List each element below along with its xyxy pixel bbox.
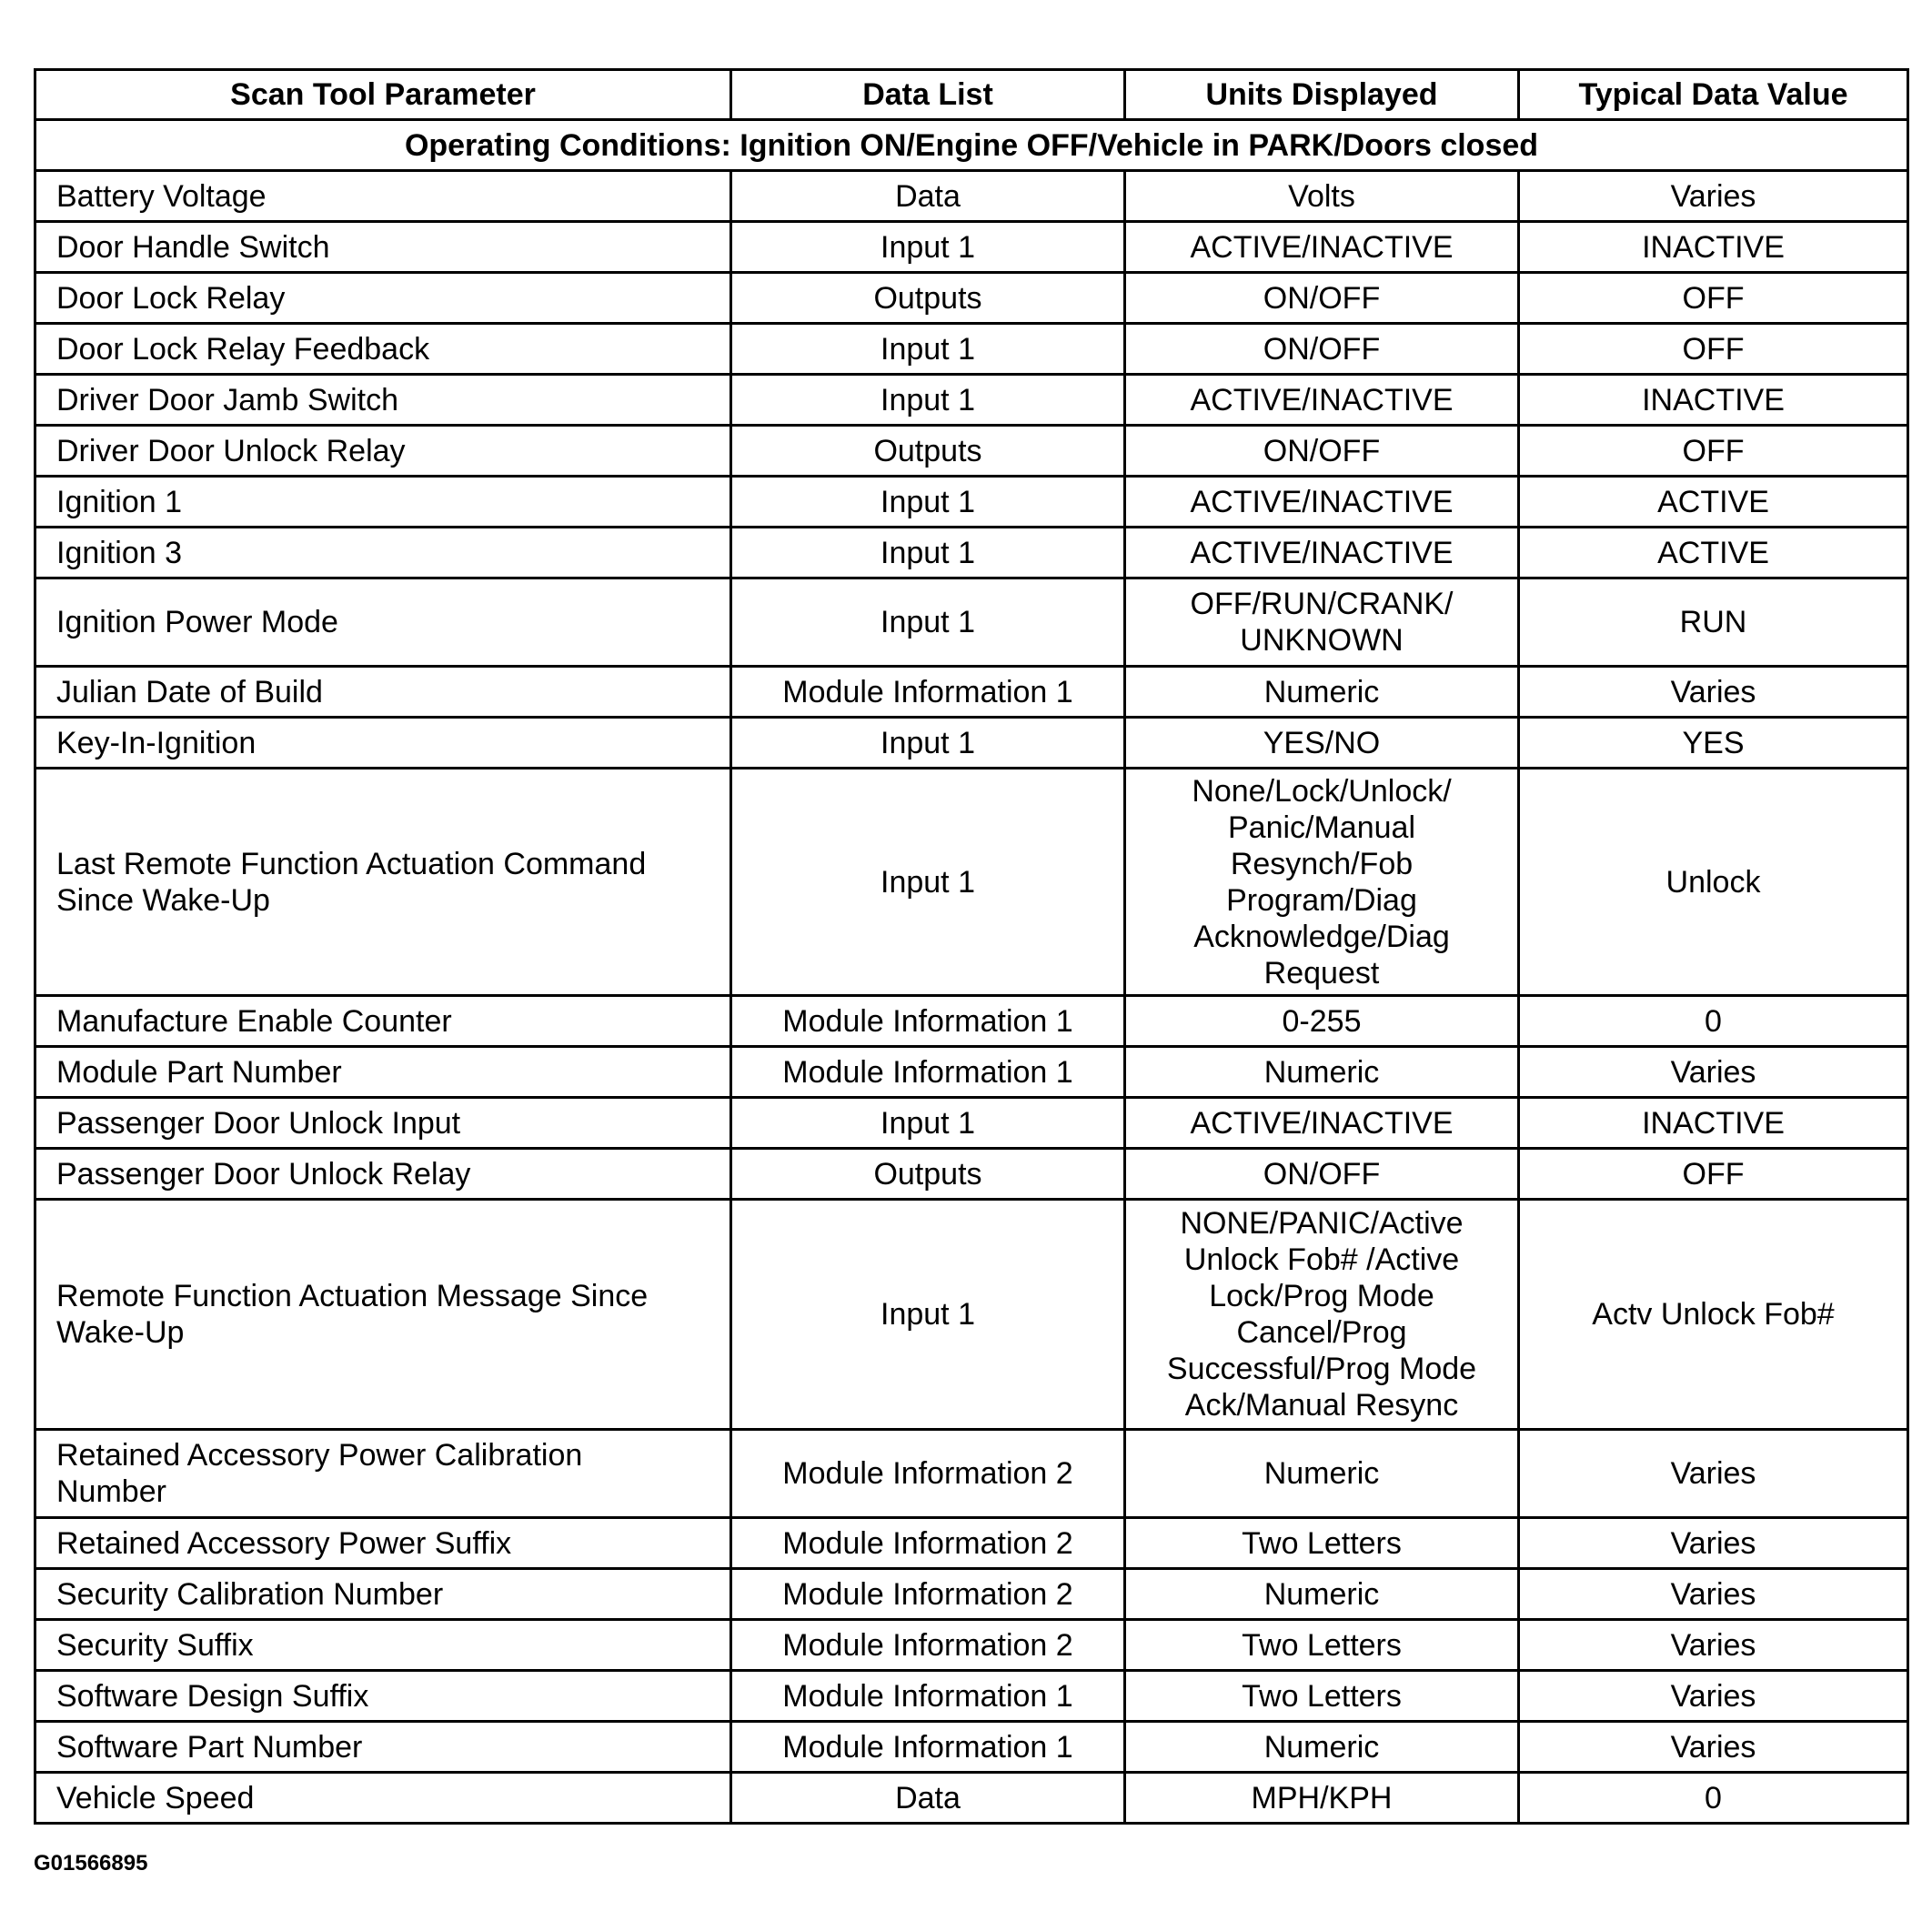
parameter-cell: Remote Function Actuation Message Since Wake-Up: [35, 1200, 731, 1430]
units-cell: Two Letters: [1125, 1518, 1519, 1569]
typical-value-cell: Varies: [1519, 1671, 1908, 1722]
typical-value-cell: ACTIVE: [1519, 477, 1908, 528]
table-row: [35, 769, 1908, 996]
typical-value-cell: OFF: [1519, 324, 1908, 375]
units-cell: ACTIVE/INACTIVE: [1125, 477, 1519, 528]
data-list-cell: Module Information 1: [731, 1671, 1125, 1722]
data-list-cell: Outputs: [731, 1149, 1125, 1200]
typical-value-cell: Actv Unlock Fob#: [1519, 1200, 1908, 1430]
units-cell: Two Letters: [1125, 1671, 1519, 1722]
parameter-cell: Driver Door Jamb Switch: [35, 375, 731, 426]
figure-id: G01566895: [34, 1851, 148, 1876]
units-cell: Two Letters: [1125, 1620, 1519, 1671]
data-list-cell: Input 1: [731, 528, 1125, 578]
table-row: [35, 528, 1908, 578]
table-row: [35, 1518, 1908, 1569]
data-list-cell: Input 1: [731, 578, 1125, 667]
data-list-cell: Input 1: [731, 324, 1125, 375]
data-list-cell: Data: [731, 171, 1125, 222]
units-cell: YES/NO: [1125, 718, 1519, 769]
table-row: [35, 1671, 1908, 1722]
typical-value-cell: INACTIVE: [1519, 375, 1908, 426]
table-row: [35, 718, 1908, 769]
table-row: [35, 171, 1908, 222]
parameter-cell: Security Calibration Number: [35, 1569, 731, 1620]
typical-value-cell: Varies: [1519, 1569, 1908, 1620]
parameter-cell: Vehicle Speed: [35, 1773, 731, 1824]
typical-value-cell: OFF: [1519, 426, 1908, 477]
typical-value-cell: Unlock: [1519, 769, 1908, 996]
table-row: [35, 1098, 1908, 1149]
units-cell: Numeric: [1125, 1722, 1519, 1773]
table-row: [35, 1430, 1908, 1518]
typical-value-cell: 0: [1519, 1773, 1908, 1824]
data-list-cell: Outputs: [731, 426, 1125, 477]
units-cell: Numeric: [1125, 1569, 1519, 1620]
data-list-cell: Input 1: [731, 1200, 1125, 1430]
parameter-cell: Driver Door Unlock Relay: [35, 426, 731, 477]
typical-value-cell: 0: [1519, 996, 1908, 1047]
parameter-cell: Ignition 1: [35, 477, 731, 528]
column-header-units: Units Displayed: [1125, 70, 1519, 120]
table-row: [35, 273, 1908, 324]
typical-value-cell: Varies: [1519, 667, 1908, 718]
table-row: [35, 578, 1908, 667]
data-list-cell: Module Information 2: [731, 1518, 1125, 1569]
units-cell: ACTIVE/INACTIVE: [1125, 222, 1519, 273]
typical-value-cell: Varies: [1519, 1047, 1908, 1098]
column-header-parameter: Scan Tool Parameter: [35, 70, 731, 120]
data-list-cell: Module Information 2: [731, 1430, 1125, 1518]
parameter-cell: Julian Date of Build: [35, 667, 731, 718]
parameter-cell: Door Handle Switch: [35, 222, 731, 273]
units-cell: ON/OFF: [1125, 324, 1519, 375]
units-cell: NONE/PANIC/Active Unlock Fob# /Active Lock/Prog Mode Cancel/Prog Successful/Prog Mode Ack/Manual Resync: [1125, 1200, 1519, 1430]
units-cell: ON/OFF: [1125, 1149, 1519, 1200]
typical-value-cell: Varies: [1519, 1430, 1908, 1518]
table-row: [35, 1722, 1908, 1773]
units-cell: Volts: [1125, 171, 1519, 222]
table-row: [35, 1149, 1908, 1200]
units-cell: ACTIVE/INACTIVE: [1125, 1098, 1519, 1149]
data-list-cell: Input 1: [731, 718, 1125, 769]
parameter-cell: Software Design Suffix: [35, 1671, 731, 1722]
data-list-cell: Input 1: [731, 769, 1125, 996]
typical-value-cell: Varies: [1519, 1722, 1908, 1773]
parameter-cell: Retained Accessory Power Calibration Number: [35, 1430, 731, 1518]
units-cell: MPH/KPH: [1125, 1773, 1519, 1824]
operating-conditions-row: [35, 120, 1908, 171]
parameter-cell: Software Part Number: [35, 1722, 731, 1773]
table-row: [35, 1773, 1908, 1824]
data-list-cell: Input 1: [731, 1098, 1125, 1149]
parameter-cell: Ignition Power Mode: [35, 578, 731, 667]
table-row: [35, 1200, 1908, 1430]
data-list-cell: Module Information 1: [731, 1047, 1125, 1098]
parameter-cell: Module Part Number: [35, 1047, 731, 1098]
units-cell: 0-255: [1125, 996, 1519, 1047]
parameter-cell: Manufacture Enable Counter: [35, 996, 731, 1047]
typical-value-cell: OFF: [1519, 1149, 1908, 1200]
units-cell: ACTIVE/INACTIVE: [1125, 528, 1519, 578]
parameter-cell: Door Lock Relay Feedback: [35, 324, 731, 375]
table-row: [35, 477, 1908, 528]
data-list-cell: Outputs: [731, 273, 1125, 324]
units-cell: None/Lock/Unlock/ Panic/Manual Resynch/Fob Program/Diag Acknowledge/Diag Request: [1125, 769, 1519, 996]
table-row: [35, 375, 1908, 426]
scan-tool-data-table: [34, 68, 1909, 1825]
typical-value-cell: Varies: [1519, 1518, 1908, 1569]
table-row: [35, 1569, 1908, 1620]
data-list-cell: Module Information 2: [731, 1569, 1125, 1620]
table-row: [35, 324, 1908, 375]
data-list-cell: Input 1: [731, 477, 1125, 528]
table-row: [35, 1047, 1908, 1098]
column-header-typical-value: Typical Data Value: [1519, 70, 1908, 120]
typical-value-cell: Varies: [1519, 1620, 1908, 1671]
data-list-cell: Module Information 1: [731, 996, 1125, 1047]
data-list-cell: Input 1: [731, 375, 1125, 426]
data-list-cell: Module Information 2: [731, 1620, 1125, 1671]
units-cell: Numeric: [1125, 667, 1519, 718]
parameter-cell: Battery Voltage: [35, 171, 731, 222]
parameter-cell: Key-In-Ignition: [35, 718, 731, 769]
operating-conditions: Operating Conditions: Ignition ON/Engine OFF/Vehicle in PARK/Doors closed: [35, 120, 1908, 171]
units-cell: ON/OFF: [1125, 426, 1519, 477]
parameter-cell: Passenger Door Unlock Relay: [35, 1149, 731, 1200]
typical-value-cell: OFF: [1519, 273, 1908, 324]
typical-value-cell: Varies: [1519, 171, 1908, 222]
parameter-cell: Door Lock Relay: [35, 273, 731, 324]
typical-value-cell: INACTIVE: [1519, 1098, 1908, 1149]
parameter-cell: Ignition 3: [35, 528, 731, 578]
units-cell: ON/OFF: [1125, 273, 1519, 324]
typical-value-cell: YES: [1519, 718, 1908, 769]
data-list-cell: Input 1: [731, 222, 1125, 273]
table-body: [35, 120, 1908, 1824]
data-list-cell: Module Information 1: [731, 1722, 1125, 1773]
data-list-cell: Module Information 1: [731, 667, 1125, 718]
table-row: [35, 667, 1908, 718]
parameter-cell: Passenger Door Unlock Input: [35, 1098, 731, 1149]
parameter-cell: Security Suffix: [35, 1620, 731, 1671]
column-header-data-list: Data List: [731, 70, 1125, 120]
table-row: [35, 996, 1908, 1047]
units-cell: Numeric: [1125, 1047, 1519, 1098]
parameter-cell: Last Remote Function Actuation Command Since Wake-Up: [35, 769, 731, 996]
typical-value-cell: INACTIVE: [1519, 222, 1908, 273]
table-row: [35, 1620, 1908, 1671]
typical-value-cell: RUN: [1519, 578, 1908, 667]
table-row: [35, 222, 1908, 273]
units-cell: Numeric: [1125, 1430, 1519, 1518]
parameter-cell: Retained Accessory Power Suffix: [35, 1518, 731, 1569]
typical-value-cell: ACTIVE: [1519, 528, 1908, 578]
table-row: [35, 426, 1908, 477]
units-cell: ACTIVE/INACTIVE: [1125, 375, 1519, 426]
header-row: [35, 70, 1908, 120]
data-list-cell: Data: [731, 1773, 1125, 1824]
units-cell: OFF/RUN/CRANK/ UNKNOWN: [1125, 578, 1519, 667]
